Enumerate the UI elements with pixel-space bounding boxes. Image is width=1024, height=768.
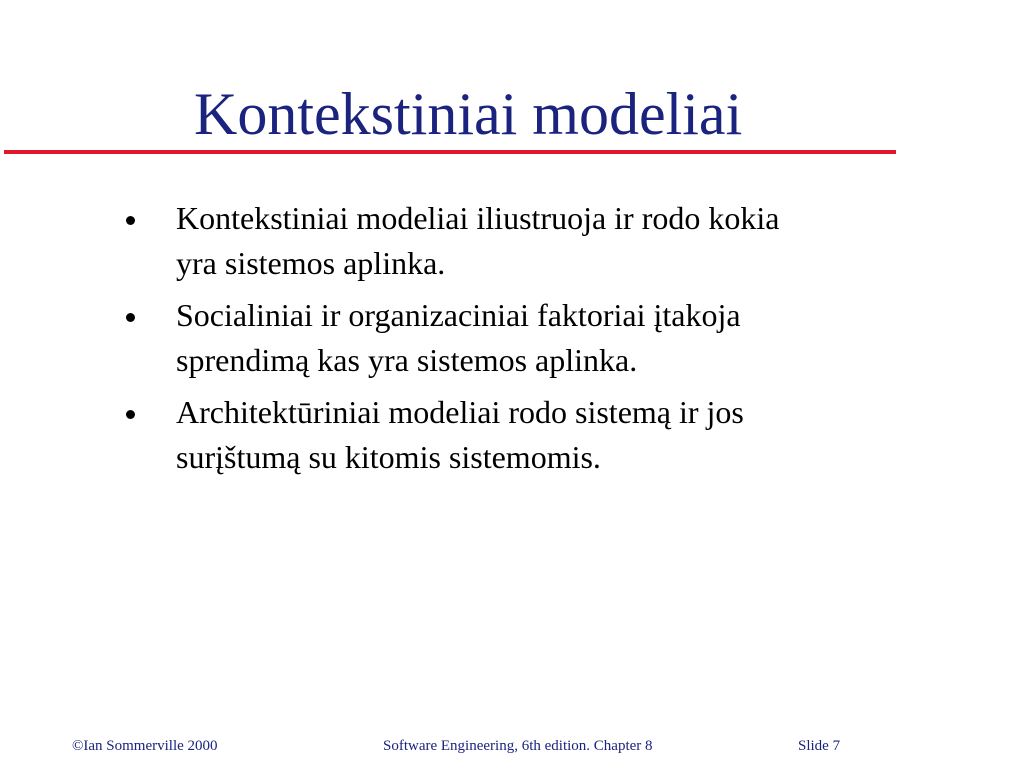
bullet-dot-icon (126, 313, 135, 322)
bullet-dot-icon (126, 216, 135, 225)
slide-title: Kontekstiniai modeliai (194, 81, 743, 147)
bullet-item-1 (120, 196, 940, 286)
bullet-text-line: sprendimą kas yra sistemos aplinka. (176, 342, 638, 378)
bullet-item-2 (120, 293, 940, 383)
footer-copyright: ©Ian Sommerville 2000 (72, 738, 218, 754)
bullet-dot-icon (126, 410, 135, 419)
bullet-list (120, 196, 940, 487)
bullet-item-3 (120, 390, 940, 480)
footer-book-title: Software Engineering, 6th edition. Chapter 8 (383, 738, 653, 754)
footer-slide-number: Slide 7 (798, 738, 841, 754)
bullet-text-line: surįštumą su kitomis sistemomis. (176, 439, 601, 475)
bullet-text-line: Architektūriniai modeliai rodo sistemą ir jos (176, 394, 744, 430)
bullet-text-line: Kontekstiniai modeliai iliustruoja ir rodo kokia (176, 200, 780, 236)
bullet-text-line: Socialiniai ir organizaciniai faktoriai įtakoja (176, 297, 741, 333)
title-underline-divider (4, 150, 896, 154)
bullet-text-line: yra sistemos aplinka. (176, 245, 446, 281)
